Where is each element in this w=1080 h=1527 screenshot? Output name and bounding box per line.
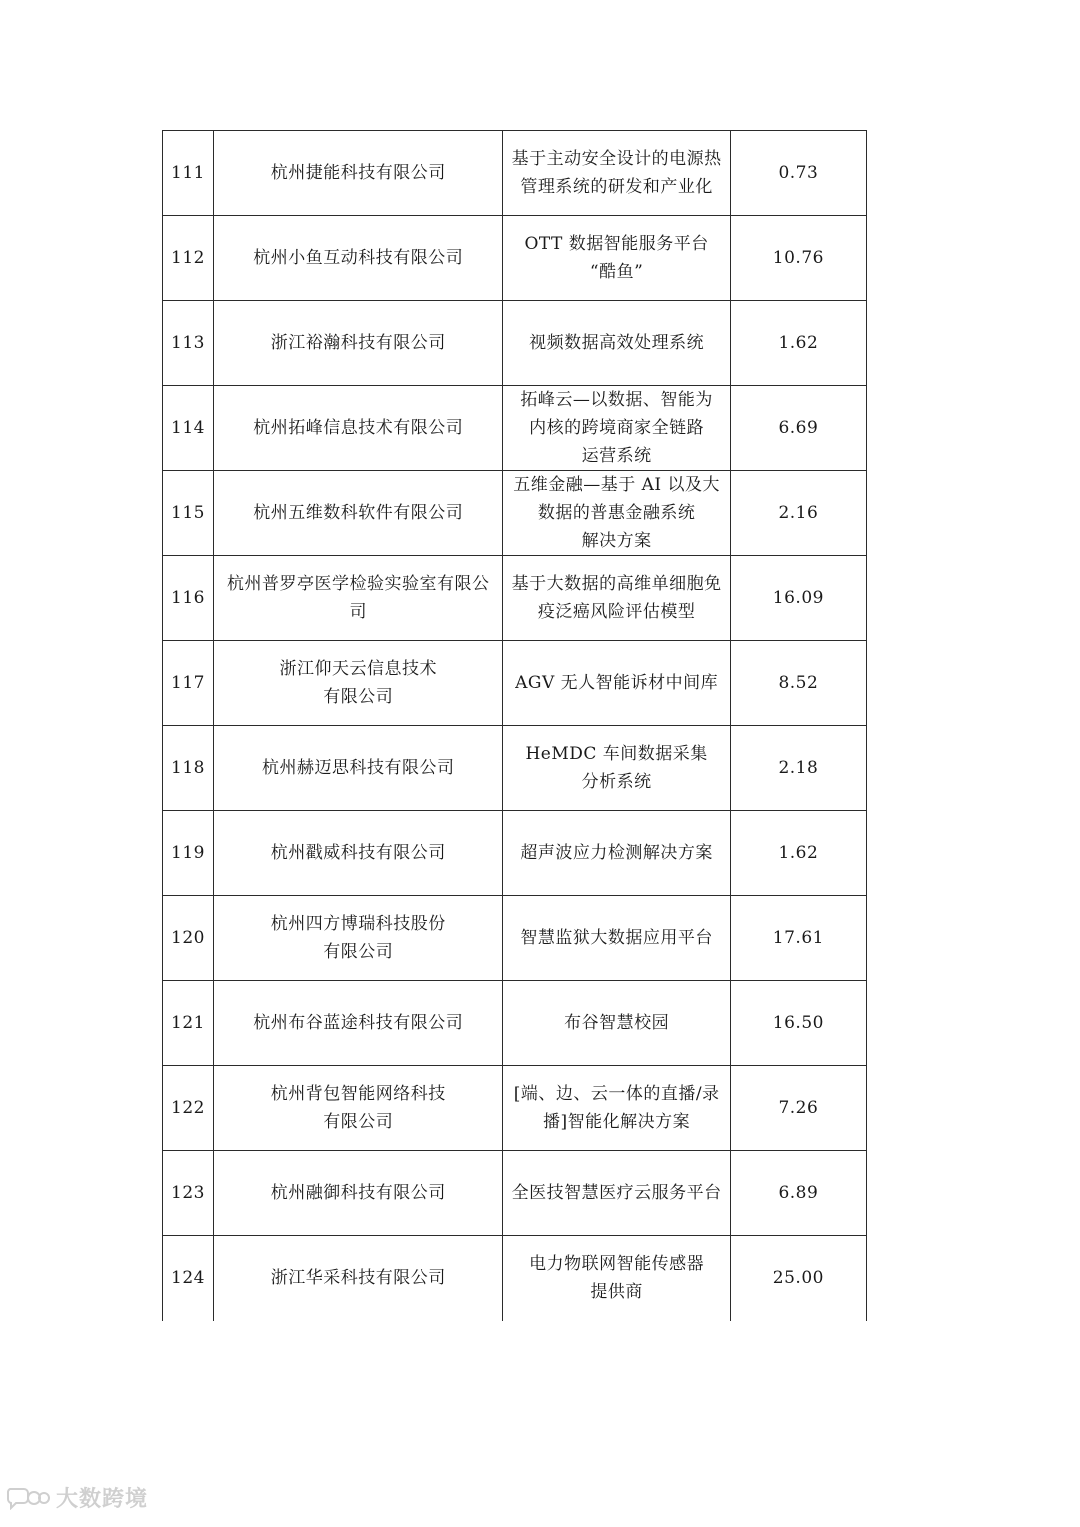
amount-value: 1.62: [730, 301, 866, 386]
row-number: 114: [163, 386, 214, 471]
table-row: [163, 131, 867, 216]
project-name: 全医技智慧医疗云服务平台: [503, 1151, 730, 1236]
table-row: [163, 1236, 867, 1321]
watermark-text: 大数跨境: [56, 1487, 149, 1512]
company-name: 浙江仰天云信息技术 有限公司: [214, 641, 503, 726]
amount-value: 16.50: [730, 981, 866, 1066]
company-name: 杭州布谷蓝途科技有限公司: [214, 981, 503, 1066]
company-name: 杭州捷能科技有限公司: [214, 131, 503, 216]
projects-table-body: [163, 131, 867, 1321]
table-row: [163, 471, 867, 556]
project-name: 基于大数据的高维单细胞免 疫泛癌风险评估模型: [503, 556, 730, 641]
amount-value: 7.26: [730, 1066, 866, 1151]
company-name: 杭州小鱼互动科技有限公司: [214, 216, 503, 301]
project-name: 五维金融—基于 AI 以及大 数据的普惠金融系统 解决方案: [503, 471, 730, 556]
table-row: [163, 981, 867, 1066]
project-name: 超声波应力检测解决方案: [503, 811, 730, 896]
amount-value: 2.16: [730, 471, 866, 556]
projects-table: [162, 130, 867, 1321]
company-name: 杭州五维数科软件有限公司: [214, 471, 503, 556]
table-row: [163, 811, 867, 896]
project-name: OTT 数据智能服务平台 “酷鱼”: [503, 216, 730, 301]
project-name: 基于主动安全设计的电源热 管理系统的研发和产业化: [503, 131, 730, 216]
amount-value: 1.62: [730, 811, 866, 896]
table-row: [163, 1151, 867, 1236]
row-number: 113: [163, 301, 214, 386]
row-number: 118: [163, 726, 214, 811]
row-number: 123: [163, 1151, 214, 1236]
project-name: 智慧监狱大数据应用平台: [503, 896, 730, 981]
company-name: 杭州戳威科技有限公司: [214, 811, 503, 896]
table-row: [163, 301, 867, 386]
row-number: 117: [163, 641, 214, 726]
table-row: [163, 1066, 867, 1151]
row-number: 111: [163, 131, 214, 216]
company-name: 浙江华采科技有限公司: [214, 1236, 503, 1321]
table-row: [163, 386, 867, 471]
row-number: 119: [163, 811, 214, 896]
amount-value: 0.73: [730, 131, 866, 216]
amount-value: 10.76: [730, 216, 866, 301]
row-number: 116: [163, 556, 214, 641]
table-row: [163, 896, 867, 981]
company-name: 杭州融御科技有限公司: [214, 1151, 503, 1236]
table-row: [163, 726, 867, 811]
watermark: [6, 1482, 148, 1513]
project-name: 视频数据高效处理系统: [503, 301, 730, 386]
row-number: 115: [163, 471, 214, 556]
amount-value: 16.09: [730, 556, 866, 641]
company-name: 浙江裕瀚科技有限公司: [214, 301, 503, 386]
company-name: 杭州背包智能网络科技 有限公司: [214, 1066, 503, 1151]
project-name: AGV 无人智能诉材中间库: [503, 641, 730, 726]
row-number: 124: [163, 1236, 214, 1321]
amount-value: 6.89: [730, 1151, 866, 1236]
table-row: [163, 641, 867, 726]
company-name: 杭州四方博瑞科技股份 有限公司: [214, 896, 503, 981]
table-row: [163, 216, 867, 301]
speech-bubble-logo-icon: [6, 1486, 50, 1510]
project-name: 布谷智慧校园: [503, 981, 730, 1066]
company-name: 杭州拓峰信息技术有限公司: [214, 386, 503, 471]
row-number: 120: [163, 896, 214, 981]
amount-value: 6.69: [730, 386, 866, 471]
amount-value: 2.18: [730, 726, 866, 811]
row-number: 122: [163, 1066, 214, 1151]
amount-value: 17.61: [730, 896, 866, 981]
table-row: [163, 556, 867, 641]
project-name: [端、边、云一体的直播/录 播]智能化解决方案: [503, 1066, 730, 1151]
project-name: 电力物联网智能传感器 提供商: [503, 1236, 730, 1321]
company-name: 杭州赫迈思科技有限公司: [214, 726, 503, 811]
company-name: 杭州普罗亭医学检验实验室有限公 司: [214, 556, 503, 641]
row-number: 112: [163, 216, 214, 301]
project-name: 拓峰云—以数据、智能为 内核的跨境商家全链路 运营系统: [503, 386, 730, 471]
amount-value: 25.00: [730, 1236, 866, 1321]
row-number: 121: [163, 981, 214, 1066]
project-name: HeMDC 车间数据采集 分析系统: [503, 726, 730, 811]
amount-value: 8.52: [730, 641, 866, 726]
